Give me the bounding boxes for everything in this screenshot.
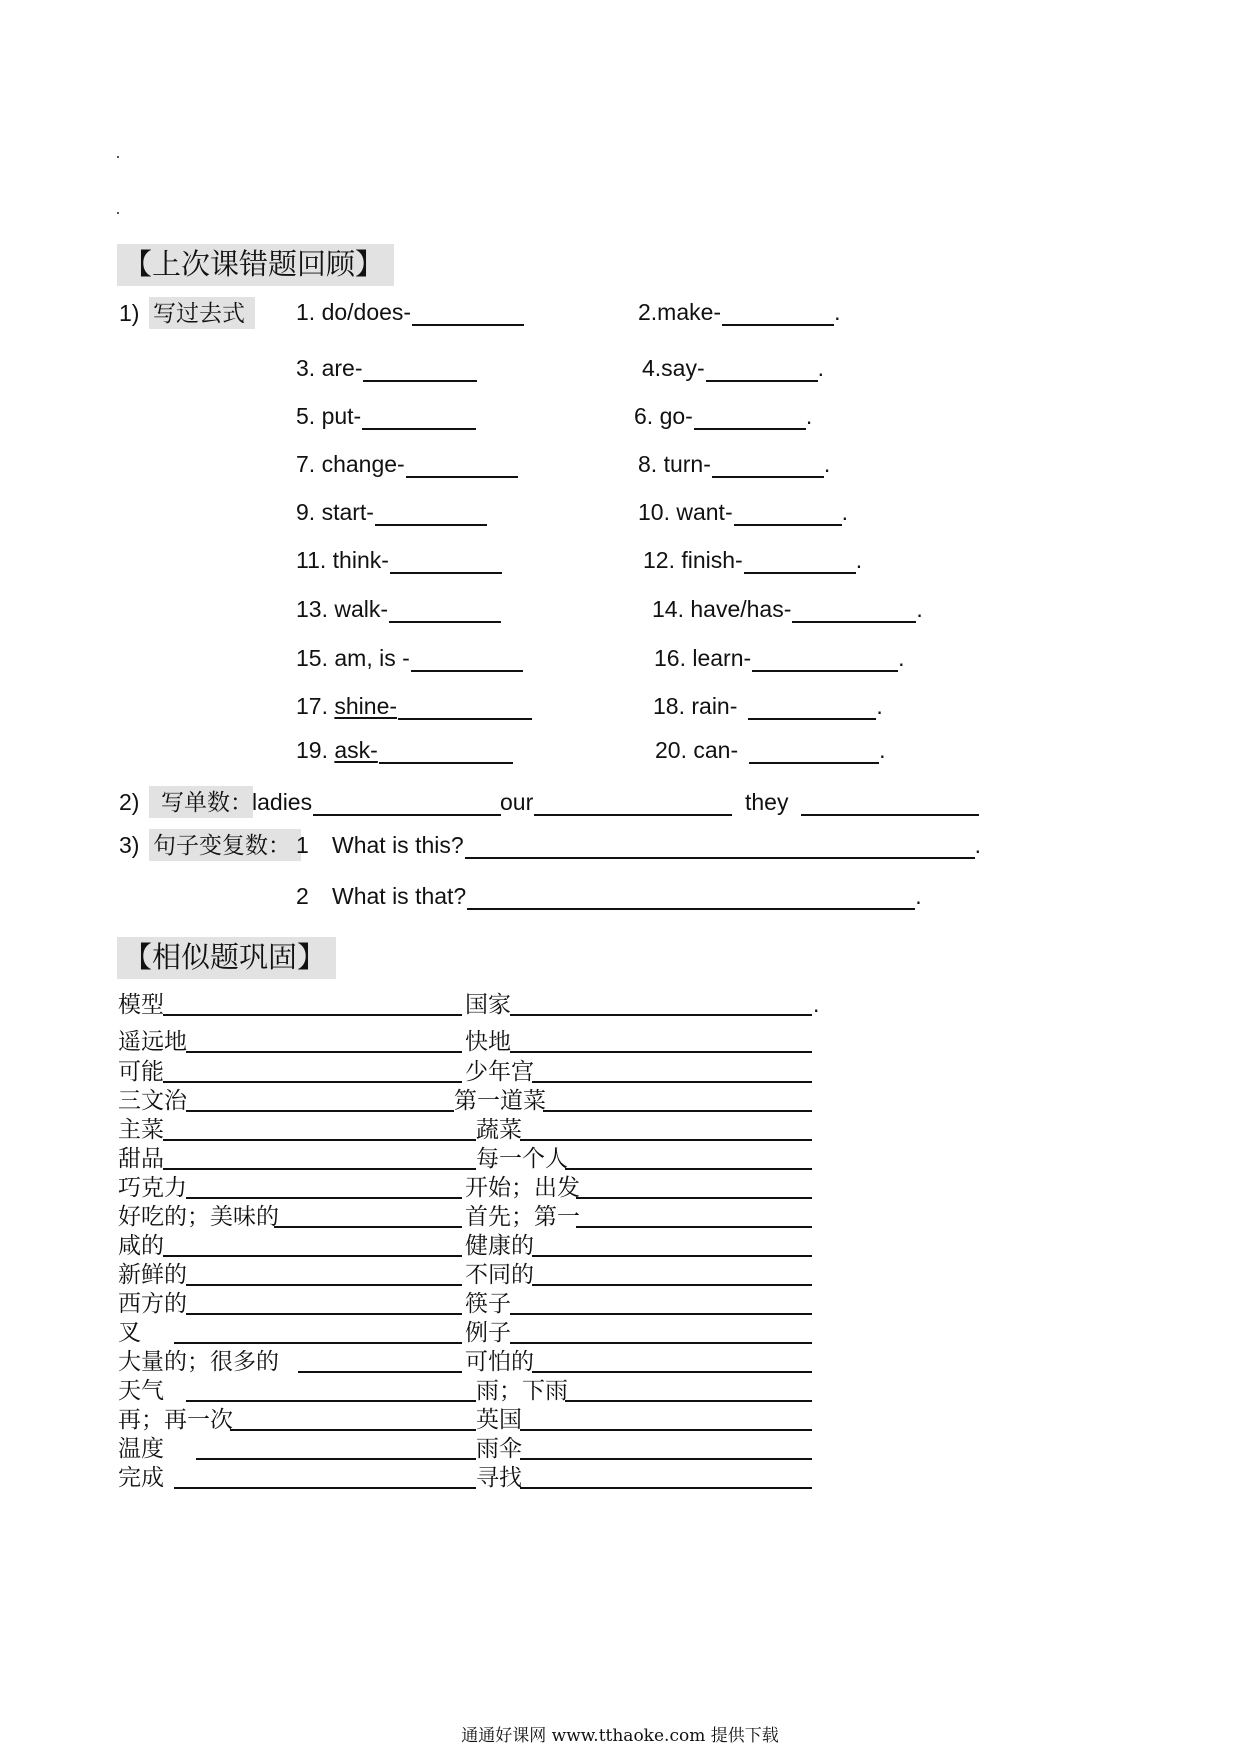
vocab-label-right: 每一个人 bbox=[476, 1145, 568, 1171]
vocab-label-left: 再；再一次 bbox=[118, 1406, 233, 1432]
item-label: 5. put- bbox=[296, 403, 362, 429]
vocab-label-right: 健康的 bbox=[465, 1232, 534, 1258]
scan-speck bbox=[117, 212, 119, 214]
past-tense-item bbox=[638, 450, 830, 478]
answer-blank[interactable] bbox=[313, 792, 501, 816]
answer-blank[interactable] bbox=[532, 1081, 812, 1083]
vocab-label-left: 模型 bbox=[118, 991, 164, 1017]
past-tense-item bbox=[296, 546, 502, 574]
item-period: . bbox=[916, 596, 923, 622]
answer-blank[interactable] bbox=[752, 648, 898, 672]
item-label: 11. think- bbox=[296, 547, 389, 573]
vocab-label-left: 甜品 bbox=[118, 1145, 164, 1171]
answer-blank[interactable] bbox=[375, 502, 487, 526]
past-tense-item bbox=[296, 450, 518, 478]
vocab-label-right: 快地 bbox=[465, 1028, 511, 1054]
past-tense-item bbox=[638, 498, 848, 526]
item-period: . bbox=[817, 355, 825, 381]
answer-blank[interactable] bbox=[520, 1458, 812, 1460]
singular-item bbox=[745, 788, 979, 816]
item-label: 6. go- bbox=[634, 403, 693, 429]
past-tense-item bbox=[652, 595, 923, 623]
sentence-text: What is this? bbox=[332, 832, 464, 858]
answer-blank[interactable] bbox=[722, 302, 834, 326]
item-period: . bbox=[805, 403, 813, 429]
vocab-label-right: 英国 bbox=[476, 1406, 522, 1432]
answer-blank[interactable] bbox=[520, 1139, 812, 1141]
answer-blank[interactable] bbox=[534, 792, 732, 816]
past-tense-item bbox=[296, 644, 523, 672]
question-number: 1) bbox=[119, 300, 140, 326]
singular-item bbox=[252, 788, 501, 816]
past-tense-item bbox=[296, 402, 476, 430]
sentence-item bbox=[296, 831, 981, 859]
item-label: 4.say- bbox=[642, 355, 705, 381]
answer-blank[interactable] bbox=[748, 696, 876, 720]
answer-blank[interactable] bbox=[196, 1458, 476, 1460]
item-period: . bbox=[855, 547, 863, 573]
sentence-number: 1 bbox=[296, 832, 309, 858]
answer-blank[interactable] bbox=[398, 696, 532, 720]
item-label: 16. learn- bbox=[654, 645, 752, 671]
vocab-label-left: 新鲜的 bbox=[118, 1261, 187, 1287]
answer-blank[interactable] bbox=[274, 1226, 462, 1228]
answer-blank[interactable] bbox=[163, 1014, 462, 1016]
answer-blank[interactable] bbox=[712, 454, 824, 478]
vocab-label-right: 国家 bbox=[465, 991, 511, 1017]
vocab-label-left: 巧克力 bbox=[118, 1174, 187, 1200]
item-label: 1. do/does- bbox=[296, 299, 412, 325]
answer-blank[interactable] bbox=[406, 454, 518, 478]
vocab-label-right: 开始；出发 bbox=[465, 1174, 580, 1200]
past-tense-item bbox=[654, 644, 905, 672]
scan-speck bbox=[117, 156, 119, 158]
item-label: 3. are- bbox=[296, 355, 363, 381]
answer-blank[interactable] bbox=[565, 1168, 812, 1170]
answer-blank[interactable] bbox=[543, 1110, 812, 1112]
answer-blank[interactable] bbox=[465, 835, 975, 859]
past-tense-item bbox=[655, 736, 886, 764]
answer-blank[interactable] bbox=[532, 1284, 812, 1286]
answer-blank[interactable] bbox=[706, 358, 818, 382]
past-tense-item bbox=[296, 354, 477, 382]
question-label: 写单数： bbox=[149, 786, 253, 818]
answer-blank[interactable] bbox=[379, 740, 513, 764]
item-period: . bbox=[841, 499, 848, 525]
vocab-label-right: 第一道菜 bbox=[454, 1087, 546, 1113]
answer-blank[interactable] bbox=[694, 406, 806, 430]
vocab-label-left: 遥远地 bbox=[118, 1028, 187, 1054]
row-period: . bbox=[813, 991, 820, 1017]
answer-blank[interactable] bbox=[412, 302, 524, 326]
answer-blank[interactable] bbox=[576, 1197, 812, 1199]
past-tense-item bbox=[643, 546, 862, 574]
past-tense-item bbox=[296, 298, 524, 326]
item-label: shine- bbox=[334, 693, 398, 719]
vocab-label-left: 好吃的；美味的 bbox=[118, 1203, 279, 1229]
answer-blank[interactable] bbox=[186, 1197, 462, 1199]
vocab-label-left: 温度 bbox=[118, 1435, 164, 1461]
item-label: 2.make- bbox=[638, 299, 722, 325]
answer-blank[interactable] bbox=[163, 1081, 462, 1083]
vocab-label-right: 例子 bbox=[465, 1319, 511, 1345]
question-number: 3) bbox=[119, 832, 140, 858]
item-label: 12. finish- bbox=[643, 547, 743, 573]
word-label: ladies bbox=[252, 789, 313, 815]
vocab-label-right: 雨伞 bbox=[476, 1435, 522, 1461]
answer-blank[interactable] bbox=[174, 1342, 462, 1344]
past-tense-item bbox=[638, 298, 840, 326]
vocab-label-right: 首先；第一 bbox=[465, 1203, 580, 1229]
answer-blank[interactable] bbox=[363, 358, 477, 382]
sentence-item bbox=[296, 882, 922, 910]
answer-blank[interactable] bbox=[186, 1400, 476, 1402]
answer-blank[interactable] bbox=[163, 1168, 476, 1170]
answer-blank[interactable] bbox=[792, 599, 916, 623]
answer-blank[interactable] bbox=[510, 1051, 812, 1053]
answer-blank[interactable] bbox=[186, 1110, 454, 1112]
past-tense-item bbox=[296, 736, 513, 764]
answer-blank[interactable] bbox=[186, 1284, 462, 1286]
vocab-label-right: 筷子 bbox=[465, 1290, 511, 1316]
vocab-label-left: 三文治 bbox=[118, 1087, 187, 1113]
word-label: they bbox=[745, 789, 789, 815]
item-label: 14. have/has- bbox=[652, 596, 792, 622]
item-label: 7. change- bbox=[296, 451, 405, 477]
vocab-label-right: 寻找 bbox=[476, 1464, 522, 1490]
item-period: . bbox=[823, 451, 831, 477]
sentence-period: . bbox=[974, 832, 982, 858]
answer-blank[interactable] bbox=[186, 1313, 462, 1315]
answer-blank[interactable] bbox=[186, 1051, 462, 1053]
past-tense-item bbox=[296, 692, 532, 720]
sentence-period: . bbox=[915, 883, 922, 909]
item-label: 18. rain- bbox=[653, 693, 738, 719]
section-title-similar: 【相似题巩固】 bbox=[117, 937, 336, 979]
answer-blank[interactable] bbox=[744, 550, 856, 574]
word-label: our bbox=[500, 789, 534, 815]
answer-blank[interactable] bbox=[174, 1487, 476, 1489]
vocab-label-left: 咸的 bbox=[118, 1232, 164, 1258]
answer-blank[interactable] bbox=[298, 1371, 462, 1373]
vocab-label-right: 可怕的 bbox=[465, 1348, 534, 1374]
answer-blank[interactable] bbox=[801, 792, 979, 816]
answer-blank[interactable] bbox=[389, 599, 501, 623]
answer-blank[interactable] bbox=[532, 1255, 812, 1257]
vocab-label-right: 少年宫 bbox=[465, 1058, 534, 1084]
answer-blank[interactable] bbox=[411, 648, 523, 672]
item-label-prefix: 19. bbox=[296, 737, 335, 763]
item-label: ask- bbox=[334, 737, 378, 763]
answer-blank[interactable] bbox=[565, 1400, 812, 1402]
answer-blank[interactable] bbox=[734, 502, 842, 526]
vocab-label-left: 叉 bbox=[118, 1319, 141, 1345]
vocab-label-left: 天气 bbox=[118, 1377, 164, 1403]
answer-blank[interactable] bbox=[576, 1226, 812, 1228]
vocab-label-right: 雨；下雨 bbox=[476, 1377, 568, 1403]
item-period: . bbox=[898, 645, 905, 671]
past-tense-item bbox=[296, 595, 501, 623]
singular-item bbox=[500, 788, 732, 816]
item-label: 9. start- bbox=[296, 499, 374, 525]
item-label: 10. want- bbox=[638, 499, 733, 525]
past-tense-item bbox=[642, 354, 824, 382]
answer-blank[interactable] bbox=[520, 1487, 812, 1489]
question-label: 句子变复数： bbox=[149, 829, 301, 861]
answer-blank[interactable] bbox=[163, 1255, 462, 1257]
item-period: . bbox=[834, 299, 841, 325]
answer-blank[interactable] bbox=[230, 1429, 476, 1431]
vocab-label-left: 主菜 bbox=[118, 1116, 164, 1142]
sentence-number: 2 bbox=[296, 883, 309, 909]
sentence-text: What is that? bbox=[332, 883, 467, 909]
question-number: 2) bbox=[119, 789, 140, 815]
item-label-prefix: 17. bbox=[296, 693, 335, 719]
item-label: 15. am, is - bbox=[296, 645, 410, 671]
answer-blank[interactable] bbox=[510, 1313, 812, 1315]
past-tense-item bbox=[653, 692, 883, 720]
vocab-label-right: 不同的 bbox=[465, 1261, 534, 1287]
answer-blank[interactable] bbox=[467, 886, 915, 910]
past-tense-item bbox=[296, 498, 487, 526]
section-title-review: 【上次课错题回顾】 bbox=[117, 244, 394, 286]
answer-blank[interactable] bbox=[163, 1139, 476, 1141]
answer-blank[interactable] bbox=[510, 1342, 812, 1344]
vocab-label-left: 可能 bbox=[118, 1058, 164, 1084]
answer-blank[interactable] bbox=[362, 406, 476, 430]
answer-blank[interactable] bbox=[390, 550, 502, 574]
past-tense-item bbox=[634, 402, 812, 430]
vocab-label-left: 大量的；很多的 bbox=[118, 1348, 279, 1374]
vocab-label-left: 西方的 bbox=[118, 1290, 187, 1316]
vocab-label-right: 蔬菜 bbox=[476, 1116, 522, 1142]
answer-blank[interactable] bbox=[520, 1429, 812, 1431]
vocab-label-left: 完成 bbox=[118, 1464, 164, 1490]
answer-blank[interactable] bbox=[510, 1014, 812, 1016]
item-label: 13. walk- bbox=[296, 596, 389, 622]
item-label: 20. can- bbox=[655, 737, 739, 763]
question-label: 写过去式 bbox=[149, 297, 255, 329]
answer-blank[interactable] bbox=[532, 1371, 812, 1373]
item-period: . bbox=[876, 693, 883, 719]
item-label: 8. turn- bbox=[638, 451, 711, 477]
page-footer: 通通好课网 www.tthaoke.com 提供下载 bbox=[461, 1726, 779, 1746]
answer-blank[interactable] bbox=[749, 740, 879, 764]
item-period: . bbox=[879, 737, 886, 763]
